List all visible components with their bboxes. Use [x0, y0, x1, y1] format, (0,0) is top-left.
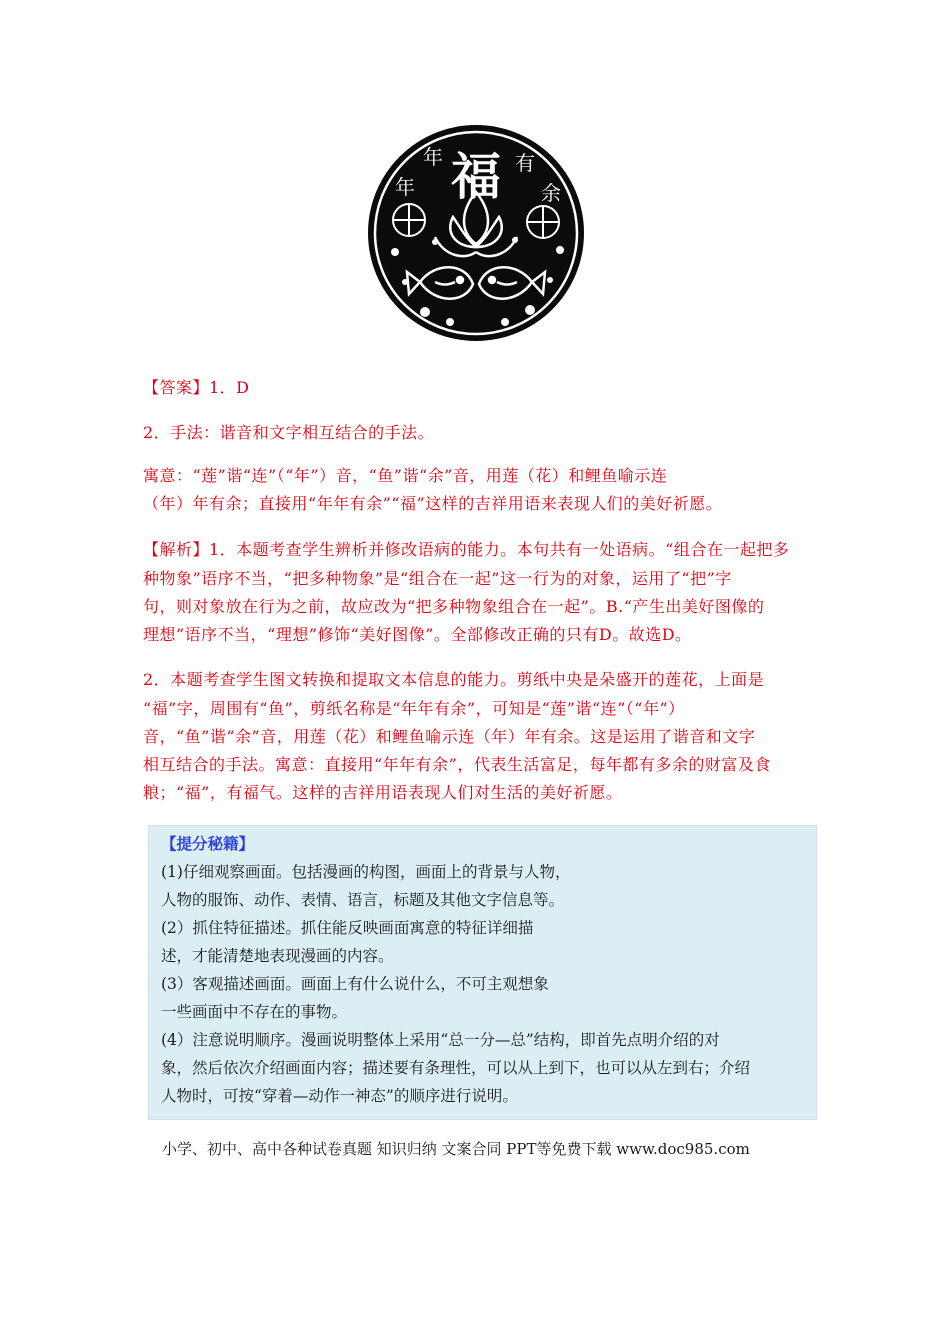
analysis-p1-line-1: 【解析】1．本题考查学生辨析并修改语病的能力。本句共有一处语病。“组合在一起把多: [143, 540, 790, 559]
tips-line: 一些画面中不存在的事物。: [161, 1003, 348, 1021]
char-nian-2: 年: [423, 145, 443, 169]
analysis-p1-line-3: 句，则对象放在行为之前，故应改为“把多种物象组合在一起”。B.“产生出美好图像的: [143, 597, 765, 616]
tips-line: (4）注意说明顺序。漫画说明整体上采用“总一分—总”结构，即首先点明介绍的对: [161, 1031, 720, 1049]
char-yu: 余: [541, 181, 561, 205]
answer-line-1: 【答案】1．D: [143, 378, 250, 397]
tips-line: (3）客观描述画面。画面上有什么说什么，不可主观想象: [161, 975, 549, 993]
tips-title: 【提分秘籍】: [161, 834, 255, 853]
analysis-p2-line-1: 2．本题考查学生图文转换和提取文本信息的能力。剪纸中央是朵盛开的莲花，上面是: [143, 670, 765, 689]
analysis-p2-line-3: 音，“鱼”谐“余”音，用莲（花）和鲤鱼喻示连（年）年有余。这是运用了谐音和文字: [143, 727, 756, 746]
answer-line-2: 2．手法：谐音和文字相互结合的手法。: [143, 423, 435, 442]
footer-text: 小学、初中、高中各种试卷真题 知识归纳 文案合同 PPT等免费下载 www.doc985.com: [162, 1140, 750, 1158]
char-you: 有: [515, 151, 535, 175]
analysis-p2-line-2: “福”字，周围有“鱼”，剪纸名称是“年年有余”，可知是“莲”谐“连”（“年”）: [143, 699, 685, 718]
char-fu: 福: [451, 147, 501, 206]
analysis-p1-line-4: 理想”语序不当，“理想”修饰“美好图像”。全部修改正确的只有D。故选D。: [143, 625, 692, 644]
tips-line: 人物时，可按“穿着—动作一神态”的顺序进行说明。: [161, 1087, 518, 1105]
tips-line: 人物的服饰、动作、表情、语言，标题及其他文字信息等。: [161, 891, 565, 909]
char-nian-1: 年: [395, 175, 415, 199]
tips-line: (1)仔细观察画面。包括漫画的构图，画面上的背景与人物，: [161, 863, 571, 881]
answer-line-4: （年）年有余；直接用“年年有余”“福”这样的吉祥用语来表现人们的美好祈愿。: [143, 494, 723, 513]
analysis-p1-line-2: 种物象”语序不当，“把多种物象”是“组合在一起”这一行为的对象，运用了“把”字: [143, 569, 732, 588]
tips-box: [148, 825, 817, 1120]
analysis-p2-line-4: 相互结合的手法。寓意：直接用“年年有余”，代表生活富足，每年都有多余的财富及食: [143, 755, 771, 774]
tips-line: 象，然后依次介绍画面内容；描述要有条理性，可以从上到下，也可以从左到右；介绍: [161, 1059, 751, 1077]
analysis-p2-line-5: 粮；“福”，有福气。这样的吉祥用语表现人们对生活的美好祈愿。: [143, 783, 623, 802]
papercut-illustration: [365, 122, 587, 344]
tips-line: 述，才能清楚地表现漫画的内容。: [161, 947, 394, 965]
answer-line-3: 寓意：“莲”谐“连”（“年”）音，“鱼”谐“余”音，用莲（花）和鲤鱼喻示连: [143, 466, 668, 485]
tips-line: (2）抓住特征描述。抓住能反映画面寓意的特征详细描: [161, 919, 534, 937]
